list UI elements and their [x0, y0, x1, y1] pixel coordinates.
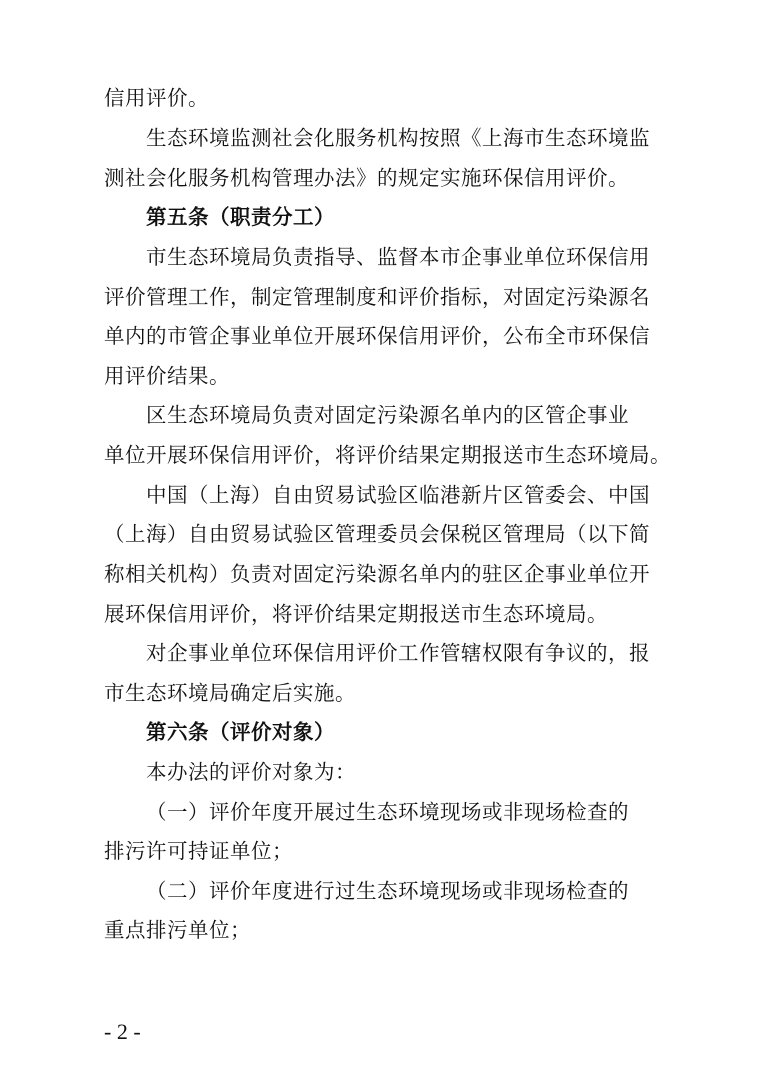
page-number: - 2 -: [104, 1019, 141, 1044]
paragraph-line: 市生态环境局确定后实施。: [104, 681, 356, 705]
paragraph-line: 本办法的评价对象为：: [146, 760, 356, 784]
paragraph-line: 排污许可持证单位；: [104, 839, 293, 863]
paragraph-line: 评价管理工作，制定管理制度和评价指标，对固定污染源名: [104, 285, 650, 309]
paragraph-line: 中国（上海）自由贸易试验区临港新片区管委会、中国: [146, 483, 650, 507]
paragraph-line: 测社会化服务机构管理办法》的规定实施环保信用评价。: [104, 166, 629, 190]
paragraph-line: 重点排污单位；: [104, 918, 251, 942]
paragraph-line: 称相关机构）负责对固定污染源名单内的驻区企事业单位开: [104, 562, 650, 586]
paragraph-line: 单位开展环保信用评价，将评价结果定期报送市生态环境局。: [104, 443, 671, 467]
paragraph-line: （一）评价年度开展过生态环境现场或非现场检查的: [146, 800, 629, 824]
article-heading: 第六条（评价对象）: [146, 720, 335, 744]
article-heading: 第五条（职责分工）: [146, 205, 335, 229]
paragraph-line: 市生态环境局负责指导、监督本市企事业单位环保信用: [146, 245, 650, 269]
paragraph-line: （二）评价年度进行过生态环境现场或非现场检查的: [146, 879, 629, 903]
paragraph-line: 区生态环境局负责对固定污染源名单内的区管企事业: [146, 403, 629, 427]
paragraph-line: 信用评价。: [104, 86, 209, 110]
paragraph-line: 生态环境监测社会化服务机构按照《上海市生态环境监: [146, 126, 650, 150]
paragraph-line: 单内的市管企事业单位开展环保信用评价，公布全市环保信: [104, 324, 650, 348]
paragraph-line: 对企事业单位环保信用评价工作管辖权限有争议的，报: [146, 641, 650, 665]
paragraph-line: 展环保信用评价，将评价结果定期报送市生态环境局。: [104, 602, 608, 626]
paragraph-line: （上海）自由贸易试验区管理委员会保税区管理局（以下简: [104, 522, 650, 546]
paragraph-line: 用评价结果。: [104, 364, 230, 388]
